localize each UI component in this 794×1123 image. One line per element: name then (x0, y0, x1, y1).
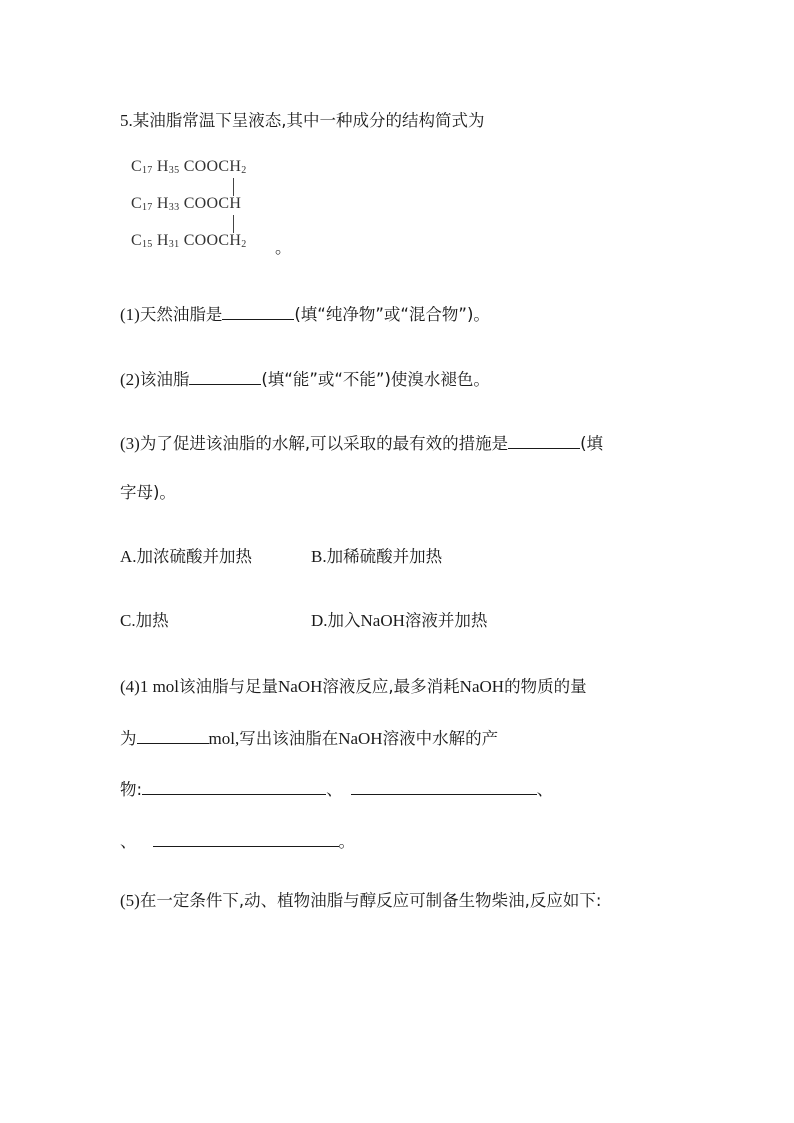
chemical-formula: NaOH (278, 677, 323, 696)
formula-subscript: 31 (168, 239, 180, 250)
formula-text: C (131, 232, 142, 249)
formula-text: COOCH (183, 195, 242, 212)
option-a[interactable] (120, 546, 252, 568)
part-3-continuation: 字母)。 (120, 483, 176, 502)
answer-blank[interactable] (508, 432, 580, 449)
formula-row-1 (131, 158, 247, 176)
formula-row-3 (131, 232, 247, 250)
answer-blank[interactable] (351, 778, 537, 795)
part-number: (5) (120, 891, 140, 910)
part-4-line-3 (120, 778, 553, 801)
part-text: 该油脂 (139, 370, 190, 389)
formula-subscript: 35 (168, 165, 180, 176)
part-number: (4)1 mol (120, 677, 180, 696)
formula-subscript: 2 (241, 239, 247, 250)
option-text: 加浓硫酸并加热 (136, 547, 253, 566)
separator: 、 (120, 832, 137, 851)
formula-subscript: 33 (168, 202, 180, 213)
part-text: 的物质的量 (504, 677, 587, 696)
option-label: A. (120, 547, 137, 566)
part-text: 物: (120, 780, 143, 799)
part-text: (填“纯净物”或“混合物”)。 (294, 305, 490, 324)
chemical-formula: NaOH (338, 729, 383, 748)
chemical-formula: NaOH (360, 611, 405, 630)
answer-blank[interactable] (142, 778, 326, 795)
part-text: 为了促进该油脂的水解,可以采取的最有效的措施是 (139, 434, 509, 453)
part-text: (填 (580, 434, 604, 453)
option-text: 溶液并加热 (404, 611, 488, 630)
part-text: 。 (338, 832, 355, 851)
part-text: (填“能”或“不能”)使溴水褪色。 (261, 370, 490, 389)
part-4 (120, 676, 587, 698)
formula-text: C (131, 158, 142, 175)
option-text: 加稀硫酸并加热 (326, 547, 443, 566)
option-d[interactable] (311, 610, 487, 632)
option-label: B. (311, 547, 327, 566)
formula-text: H (156, 158, 169, 175)
formula-subscript: 15 (141, 239, 153, 250)
part-text: 该油脂与足量 (179, 677, 279, 696)
part-3 (120, 432, 603, 455)
part-4-line-2 (120, 727, 498, 750)
formula-text: H (156, 232, 169, 249)
part-5 (120, 890, 601, 912)
part-text: 溶液反应,最多消耗 (322, 677, 460, 696)
part-1 (120, 303, 490, 326)
formula-bond-line (233, 178, 234, 196)
formula-text: H (156, 195, 169, 212)
option-b[interactable] (311, 546, 442, 568)
formula-bond-line (233, 215, 234, 233)
separator: 、 (326, 780, 343, 799)
part-number: (2) (120, 370, 140, 389)
answer-blank[interactable] (153, 830, 339, 847)
formula-subscript: 17 (141, 165, 153, 176)
answer-blank[interactable] (222, 303, 294, 320)
option-label: C. (120, 611, 136, 630)
option-c[interactable] (120, 610, 169, 632)
option-text: 加热 (135, 611, 169, 630)
part-text: 天然油脂是 (139, 305, 223, 324)
part-2 (120, 368, 490, 391)
part-number: (1) (120, 305, 140, 324)
question-5-stem (120, 110, 485, 132)
formula-text: COOCH (183, 158, 242, 175)
part-text: 写出该油脂在 (239, 729, 339, 748)
question-number: 5. (120, 111, 133, 130)
formula-end-mark: 。 (275, 238, 292, 257)
formula-text: C (131, 195, 142, 212)
part-text: 在一定条件下,动、植物油脂与醇反应可制备生物柴油,反应如下: (139, 891, 602, 910)
part-text: 溶液中水解的产 (382, 729, 499, 748)
separator: 、 (536, 780, 554, 799)
part-number: (3) (120, 434, 140, 453)
option-label: D. (311, 611, 328, 630)
question-text: 某油脂常温下呈液态,其中一种成分的结构简式为 (132, 111, 485, 130)
chemical-formula: NaOH (459, 677, 505, 696)
option-text: 加入 (327, 611, 361, 630)
answer-blank[interactable] (189, 368, 261, 385)
part-4-line-4 (120, 830, 355, 853)
formula-subscript: 17 (141, 202, 153, 213)
answer-blank[interactable] (137, 727, 209, 744)
formula-text: COOCH (183, 232, 242, 249)
part-text: 为 (120, 729, 137, 748)
unit-text: mol, (208, 729, 240, 748)
formula-row-2 (131, 195, 241, 213)
formula-subscript: 2 (241, 165, 247, 176)
